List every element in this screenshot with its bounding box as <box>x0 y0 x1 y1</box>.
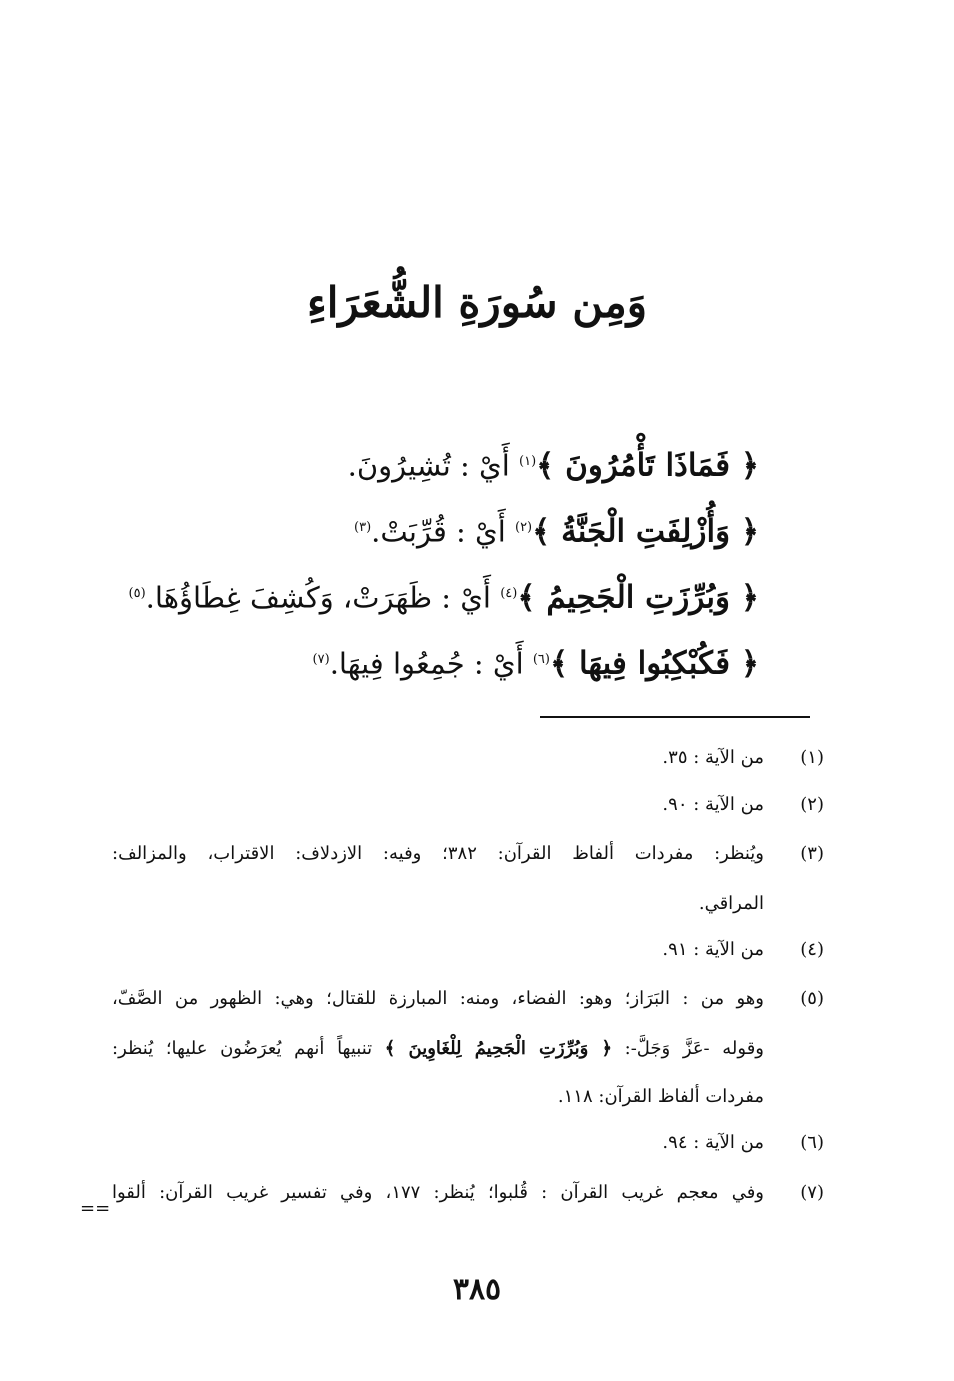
footnote <box>0 986 954 1016</box>
footnote-text: وفي معجم غريب القرآن : قُلبوا؛ يُنظر: ١٧٧، وفي تفسير غريب القرآن: ألقوا <box>112 1182 764 1203</box>
footnote <box>0 745 954 775</box>
footnote <box>0 937 954 967</box>
footnote-text: من الآية : ٣٥. <box>662 747 764 768</box>
quran-quote: ﴿ فَمَاذَا تَأْمُرُونَ ﴾ <box>536 447 759 484</box>
footnote-ref: (٦) <box>532 652 550 667</box>
footnote-text: ويُنظر: مفردات ألفاظ القرآن: ٣٨٢؛ وفيه: الازدلاف: الاقتراب، والمزالف: <box>112 843 764 864</box>
footnote-ref: (٧) <box>312 652 330 667</box>
footnote-number: (١) <box>800 747 824 768</box>
footnote-ref: (٥) <box>128 586 146 601</box>
page-number: ٣٨٥ <box>452 1272 502 1307</box>
footnote-number: (٤) <box>800 939 824 960</box>
footnote-continued <box>0 1084 954 1114</box>
footnote-text-part: وقوله -عَزَّ وَجَلَّ-: <box>624 1038 764 1059</box>
continuation-mark: == <box>80 1198 111 1219</box>
footnote <box>0 841 954 871</box>
verse-gloss: أَيْ : جُمِعُوا فِيهَا. <box>329 646 533 681</box>
verse-line <box>348 442 759 486</box>
verse-gloss: أَيْ : ظَهَرَتْ، وَكُشِفَ غِطَاؤُهَا. <box>145 580 501 615</box>
footnote-ref: (٢) <box>514 520 533 535</box>
footnote <box>0 1130 954 1160</box>
footnote-text: من الآية : ٩١. <box>662 939 764 960</box>
footnote-number: (٢) <box>800 794 824 815</box>
footnote <box>0 1180 954 1210</box>
verse-gloss: أَيْ : تُشِيرُونَ. <box>347 448 520 483</box>
footnote-text <box>112 1036 764 1062</box>
footnote-continued <box>0 1036 954 1066</box>
verse-gloss: أَيْ : قُرِّبَتْ. <box>371 514 515 549</box>
footnote-ref: (٤) <box>500 586 518 601</box>
quran-quote: ﴿ وَبُرِّزَتِ الْجَحِيمُ لِلْغَاوِينَ ﴾ <box>384 1038 613 1059</box>
surah-heading: وَمِن سُورَةِ الشُّعَرَاءِ <box>307 278 647 327</box>
footnote-text: المراقي. <box>698 893 764 914</box>
footnote-number: (٧) <box>800 1182 824 1203</box>
verse-line <box>354 508 759 552</box>
verse-line <box>129 574 760 618</box>
quran-quote: ﴿ وَأُزْلِفَتِ الْجَنَّةُ ﴾ <box>532 513 759 550</box>
verse-line <box>313 640 759 684</box>
quran-quote: ﴿ وَبُرِّزَتِ الْجَحِيمُ ﴾ <box>517 579 759 616</box>
quran-quote: ﴿ فَكُبْكِبُوا فِيهَا ﴾ <box>549 645 759 682</box>
footnote-number: (٥) <box>800 988 824 1009</box>
footnote <box>0 792 954 822</box>
footnote-continued <box>0 891 954 921</box>
footnote-ref: (٣) <box>354 520 372 535</box>
footnote-text: من الآية : ٩٠. <box>662 794 764 815</box>
footnote-separator <box>540 716 810 718</box>
footnote-number: (٦) <box>800 1132 824 1153</box>
footnote-text: وهو من : البَرَاز؛ وهو: الفضاء، ومنه: المبارزة للقتال؛ وهي: الظهور من الصَّفّ، <box>112 988 764 1009</box>
footnote-text-part: تنبيهاً أنهم يُعرَضُون عليها؛ يُنظر: <box>112 1038 373 1059</box>
footnote-text: من الآية : ٩٤. <box>662 1132 764 1153</box>
footnote-text: مفردات ألفاظ القرآن: ١١٨. <box>557 1086 764 1107</box>
footnote-ref: (١) <box>519 454 537 469</box>
footnote-number: (٣) <box>800 843 824 864</box>
